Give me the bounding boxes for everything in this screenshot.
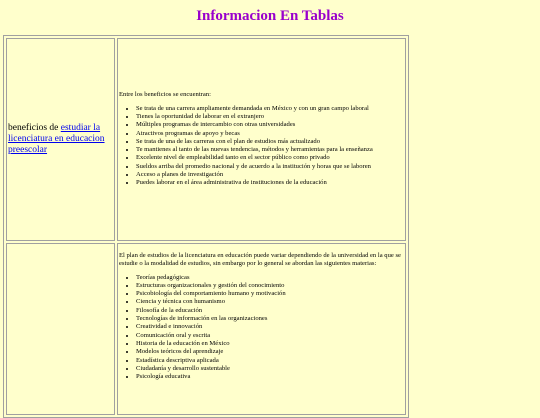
- table-row: [6, 38, 406, 241]
- list-item: • Historia de la educación en México: [136, 340, 404, 348]
- list-item: • Comunicación oral y escrita: [136, 332, 404, 340]
- list-item: • Psicología educativa: [136, 373, 404, 381]
- list-item: • Sueldos arriba del promedio nacional y de acuerdo a la institución y horas que se laboren: [136, 163, 404, 171]
- list-item: • Se trata de una carrera ampliamente demandada en México y con un gran campo laboral: [136, 105, 404, 113]
- list-item: • Tecnologías de información en las organizaciones: [136, 315, 404, 323]
- list-item: • Múltiples programas de intercambio con otras universidades: [136, 121, 404, 129]
- list-item: • Teorías pedagógicas: [136, 274, 404, 282]
- list-item: • Filosofía de la educación: [136, 307, 404, 315]
- benefits-intro: Entre los beneficios se encuentran:: [119, 91, 211, 99]
- list-item: • Te mantienes al tanto de las nuevas tendencias, métodos y herramientas para la enseñanza: [136, 146, 404, 154]
- subjects-content-cell: [117, 243, 406, 415]
- benefits-label-text: beneficios de: [8, 123, 61, 133]
- list-item: • Modelos teóricos del aprendizaje: [136, 348, 404, 356]
- list-item: • Ciudadanía y desarrollo sustentable: [136, 365, 404, 373]
- list-item: • Tienes la oportunidad de laborar en el extranjero: [136, 113, 404, 121]
- list-item: • Creatividad e innovación: [136, 323, 404, 331]
- table-row: [6, 243, 406, 415]
- list-item: • Atractivos programas de apoyo y becas: [136, 130, 404, 138]
- benefits-list: [119, 105, 404, 188]
- list-item: • Ciencia y técnica con humanismo: [136, 298, 404, 306]
- list-item: • Excelente nivel de empleabilidad tanto en el sector público como privado: [136, 154, 404, 162]
- benefits-content-cell: [117, 38, 406, 241]
- list-item: • Psicobiología del comportamiento humano y motivación: [136, 290, 404, 298]
- subjects-intro: El plan de estudios de la licenciatura en educación puede variar dependiendo de la universidad en la que se estudie o la modalidad de estudios, sin embargo por lo general se abordan las siguientes materias:: [119, 252, 401, 268]
- benefits-label-cell: [6, 38, 115, 241]
- list-item: • Puedes laborar en el área administrativa de instituciones de la educación: [136, 179, 404, 187]
- subjects-list: [119, 274, 404, 382]
- info-table: [3, 35, 409, 418]
- list-item: • Se trata de una de las carreras con el plan de estudios más actualizado: [136, 138, 404, 146]
- page-title: Informacion En Tablas: [196, 8, 344, 24]
- list-item: • Estructuras organizacionales y gestión del conocimiento: [136, 282, 404, 290]
- subjects-label-cell: [6, 243, 115, 415]
- list-item: • Acceso a planes de investigación: [136, 171, 404, 179]
- list-item: • Estadística descriptiva aplicada: [136, 357, 404, 365]
- career-link[interactable]: estudiar la licenciatura en educacion preescolar: [8, 123, 105, 155]
